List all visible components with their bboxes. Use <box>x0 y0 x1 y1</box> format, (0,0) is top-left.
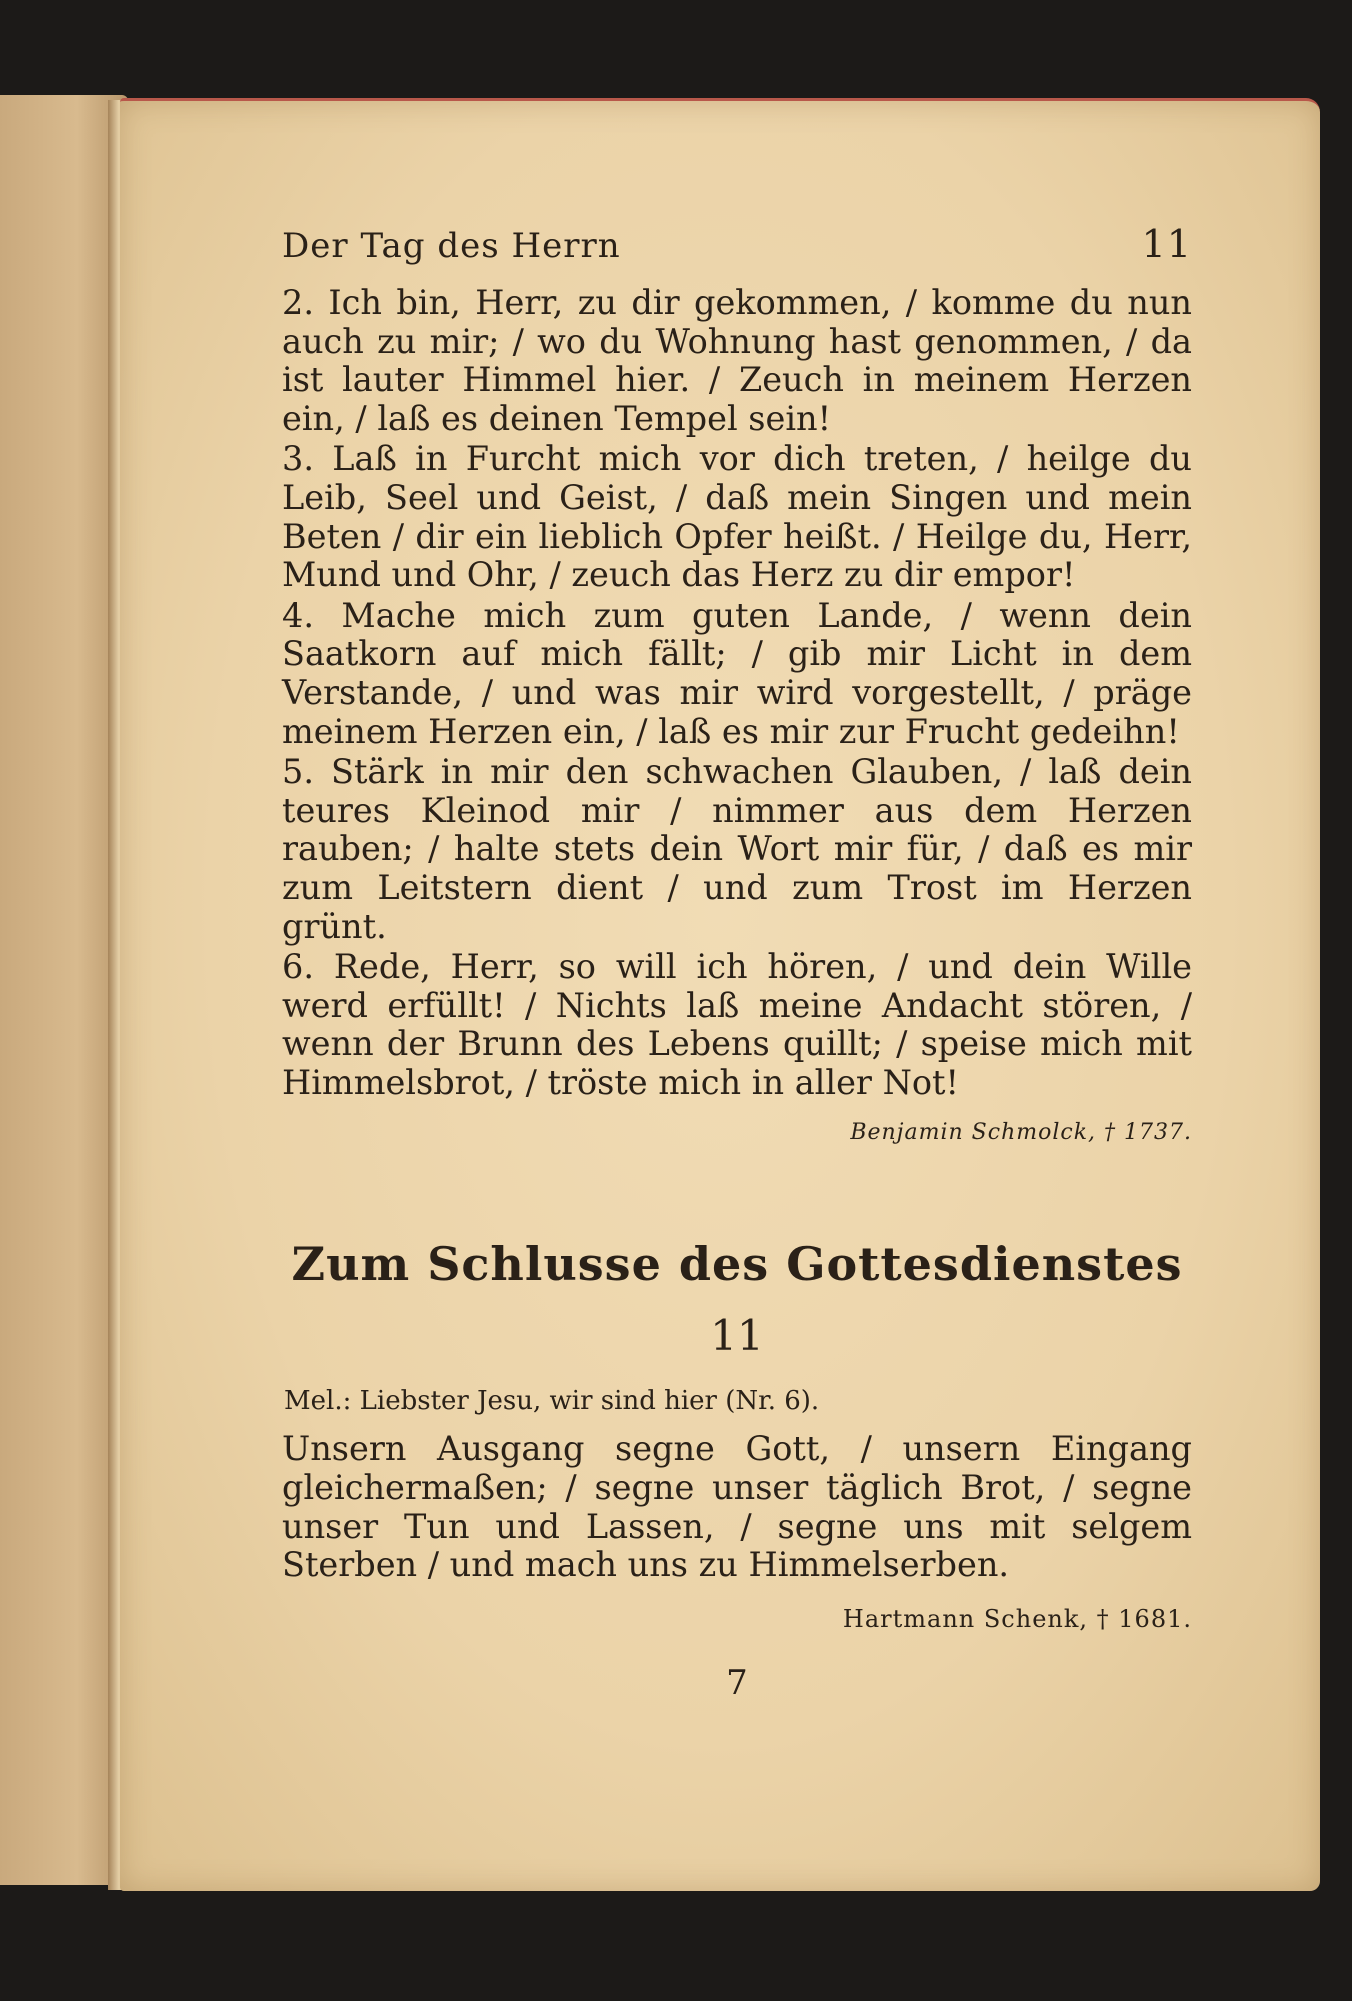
header-hymn-number: 11 <box>1141 222 1192 266</box>
header-title: Der Tag des Herrn <box>282 226 621 266</box>
stanza: 5. Stärk in mir den schwachen Glauben, / laß dein teures Kleinod mir / nimmer aus dem Herzen rauben; / halte stets dein Wort mir für, / daß es mir zum Leitstern dient / und zum Trost im Herzen grünt. <box>282 752 1192 946</box>
stanza-list <box>282 284 1192 1102</box>
stanza: 2. Ich bin, Herr, zu dir gekommen, / komme du nun auch zu mir; / wo du Wohnung hast genommen, / da ist lauter Himmel hier. / Zeuch in meinem Herzen ein, / laß es deinen Tempel sein! <box>282 283 1192 438</box>
page-content <box>282 222 1192 1703</box>
hymn-verse: Unsern Ausgang segne Gott, / unsern Eingang gleichermaßen; / segne unser täglich Brot, / segne unser Tun und Lassen, / segne uns mit selgem Sterben / und mach uns zu Himmelserben. <box>282 1429 1192 1585</box>
stanza: 4. Mache mich zum guten Lande, / wenn dein Saatkorn auf mich fällt; / gib mir Licht in dem Verstande, / und was mir wird vorgestellt, / präge meinem Herzen ein, / laß es mir zur Frucht gedeihn! <box>282 595 1192 751</box>
closing-hymn <box>282 1430 1192 1584</box>
section-title: Zum Schlusse des Gottesdienstes <box>291 1237 1183 1292</box>
section-hymn-number: 11 <box>710 1311 764 1361</box>
running-header <box>282 222 1192 266</box>
closing-attribution: Hartmann Schenk, † 1681. <box>842 1604 1192 1633</box>
stanza: 6. Rede, Herr, so will ich hören, / und dein Wille werd erfüllt! / Nichts laß meine Andacht stören, / wenn der Brunn des Lebens quillt; / speise mich mit Himmelsbrot, / tröste mich in aller Not! <box>282 947 1192 1102</box>
page-number: 7 <box>726 1662 748 1703</box>
melody-note: Mel.: Liebster Jesu, wir sind hier (Nr. 6). <box>284 1386 820 1417</box>
author-attribution: Benjamin Schmolck, † 1737. <box>850 1120 1192 1146</box>
stanza: 3. Laß in Furcht mich vor dich treten, / heilge du Leib, Seel und Geist, / daß mein Singen und mein Beten / dir ein lieblich Opfer heißt. / Heilge du, Herr, Mund und Ohr, / zeuch das Herz zu dir empor! <box>282 439 1192 595</box>
